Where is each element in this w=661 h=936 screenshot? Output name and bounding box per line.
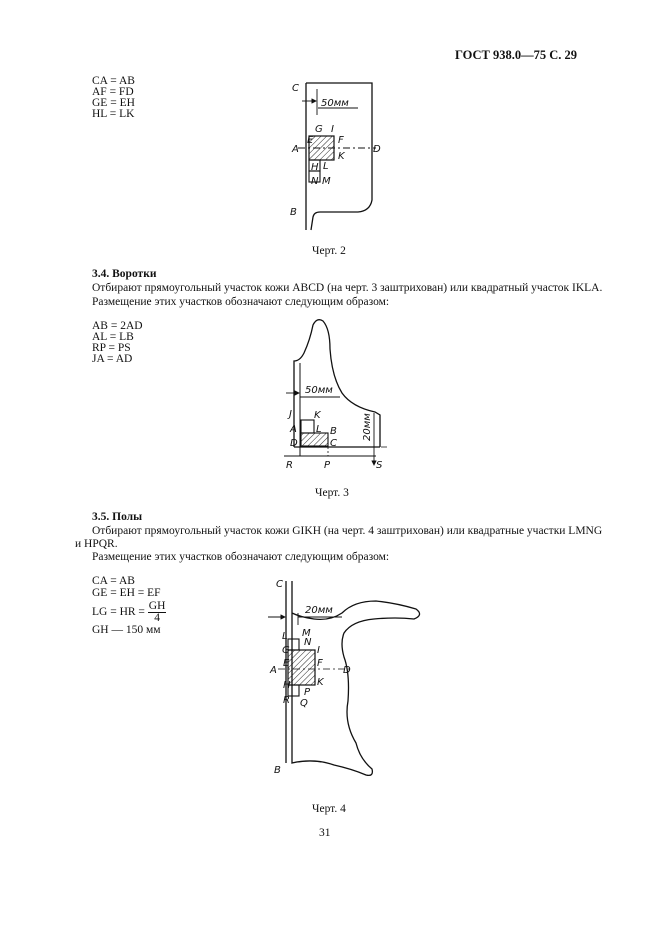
svg-text:F: F <box>317 658 323 669</box>
svg-text:F: F <box>338 135 344 146</box>
svg-text:L: L <box>316 424 322 435</box>
svg-text:K: K <box>314 410 321 421</box>
svg-text:M: M <box>302 628 311 639</box>
equation: HL = LK <box>92 108 135 120</box>
svg-text:J: J <box>289 409 292 420</box>
equation: AL = LB <box>92 331 134 343</box>
svg-text:N: N <box>304 637 312 648</box>
svg-text:I: I <box>317 645 320 656</box>
svg-text:B: B <box>330 426 337 437</box>
equation: CA = AB <box>92 75 135 87</box>
svg-text:Q: Q <box>300 698 308 709</box>
equation: JA = AD <box>92 353 133 365</box>
svg-text:B: B <box>290 207 297 218</box>
svg-text:A: A <box>270 665 277 676</box>
svg-text:A: A <box>292 144 299 155</box>
svg-text:I: I <box>331 124 334 135</box>
svg-text:D: D <box>373 144 381 155</box>
figure-4-diagram <box>264 573 444 783</box>
section-text: Отбирают прямоугольный участок кожи GIKH (на черт. 4 заштрихован) или квадратные участки LMNG <box>92 525 603 537</box>
equation: AF = FD <box>92 86 134 98</box>
svg-text:D: D <box>343 665 351 676</box>
figure-3-diagram <box>280 315 405 475</box>
svg-text:N: N <box>311 176 319 187</box>
svg-text:S: S <box>376 460 383 471</box>
section-heading: 3.5. Полы <box>92 511 143 523</box>
equation: RP = PS <box>92 342 131 354</box>
figure-4-caption: Черт. 4 <box>312 803 346 815</box>
equation: GE = EH <box>92 97 135 109</box>
section-text: и HPQR. <box>75 538 118 550</box>
svg-text:C: C <box>276 579 283 590</box>
svg-text:M: M <box>322 176 331 187</box>
svg-text:P: P <box>324 460 331 471</box>
svg-text:K: K <box>317 677 324 688</box>
svg-text:D: D <box>290 438 298 449</box>
svg-text:L: L <box>282 631 288 642</box>
equation: LG = HR = $\frac{GH}{4}$ <box>92 600 166 624</box>
equation: GE = EH = EF <box>92 587 161 599</box>
hatched-sample <box>288 650 315 685</box>
section-text: Размещение этих участков обозначают следующим образом: <box>92 551 390 563</box>
figure-2-caption: Черт. 2 <box>312 245 346 257</box>
svg-text:R: R <box>286 460 293 471</box>
svg-text:G: G <box>315 124 323 135</box>
svg-text:20мм: 20мм <box>362 413 373 441</box>
svg-text:R: R <box>283 695 290 706</box>
svg-text:H: H <box>283 680 291 691</box>
svg-text:B: B <box>274 765 281 776</box>
svg-text:E: E <box>283 658 290 669</box>
figure-3-caption: Черт. 3 <box>315 487 349 499</box>
fig2-equations <box>92 76 135 120</box>
page-header: ГОСТ 938.0—75 С. 29 <box>455 48 578 62</box>
equation: GH — 150 мм <box>92 624 161 636</box>
equation: AB = 2AD <box>92 320 143 332</box>
fig4-equations <box>92 575 166 636</box>
svg-text:P: P <box>304 687 311 698</box>
svg-text:C: C <box>330 438 337 449</box>
equation: CA = AB <box>92 575 135 587</box>
dimension-label: 50мм <box>321 98 349 109</box>
svg-text:A: A <box>290 424 297 435</box>
svg-text:C: C <box>292 83 299 94</box>
page-number: 31 <box>319 827 331 839</box>
svg-text:L: L <box>323 161 329 172</box>
svg-text:G: G <box>282 645 290 656</box>
figure-2-diagram <box>280 75 400 235</box>
svg-text:E: E <box>307 135 314 146</box>
hatched-sample <box>301 433 328 446</box>
section-heading: 3.4. Воротки <box>92 268 157 280</box>
fig3-equations <box>92 321 143 365</box>
fraction: $\frac{GH}{4}$ <box>148 600 166 624</box>
svg-text:H: H <box>311 162 319 173</box>
svg-text:20мм: 20мм <box>305 605 333 616</box>
section-text: Размещение этих участков обозначают следующим образом: <box>92 296 390 308</box>
svg-text:K: K <box>338 151 345 162</box>
svg-text:50мм: 50мм <box>305 385 333 396</box>
section-text: Отбирают прямоугольный участок кожи ABCD (на черт. 3 заштрихован) или квадратный участок IKLA. <box>92 282 603 294</box>
